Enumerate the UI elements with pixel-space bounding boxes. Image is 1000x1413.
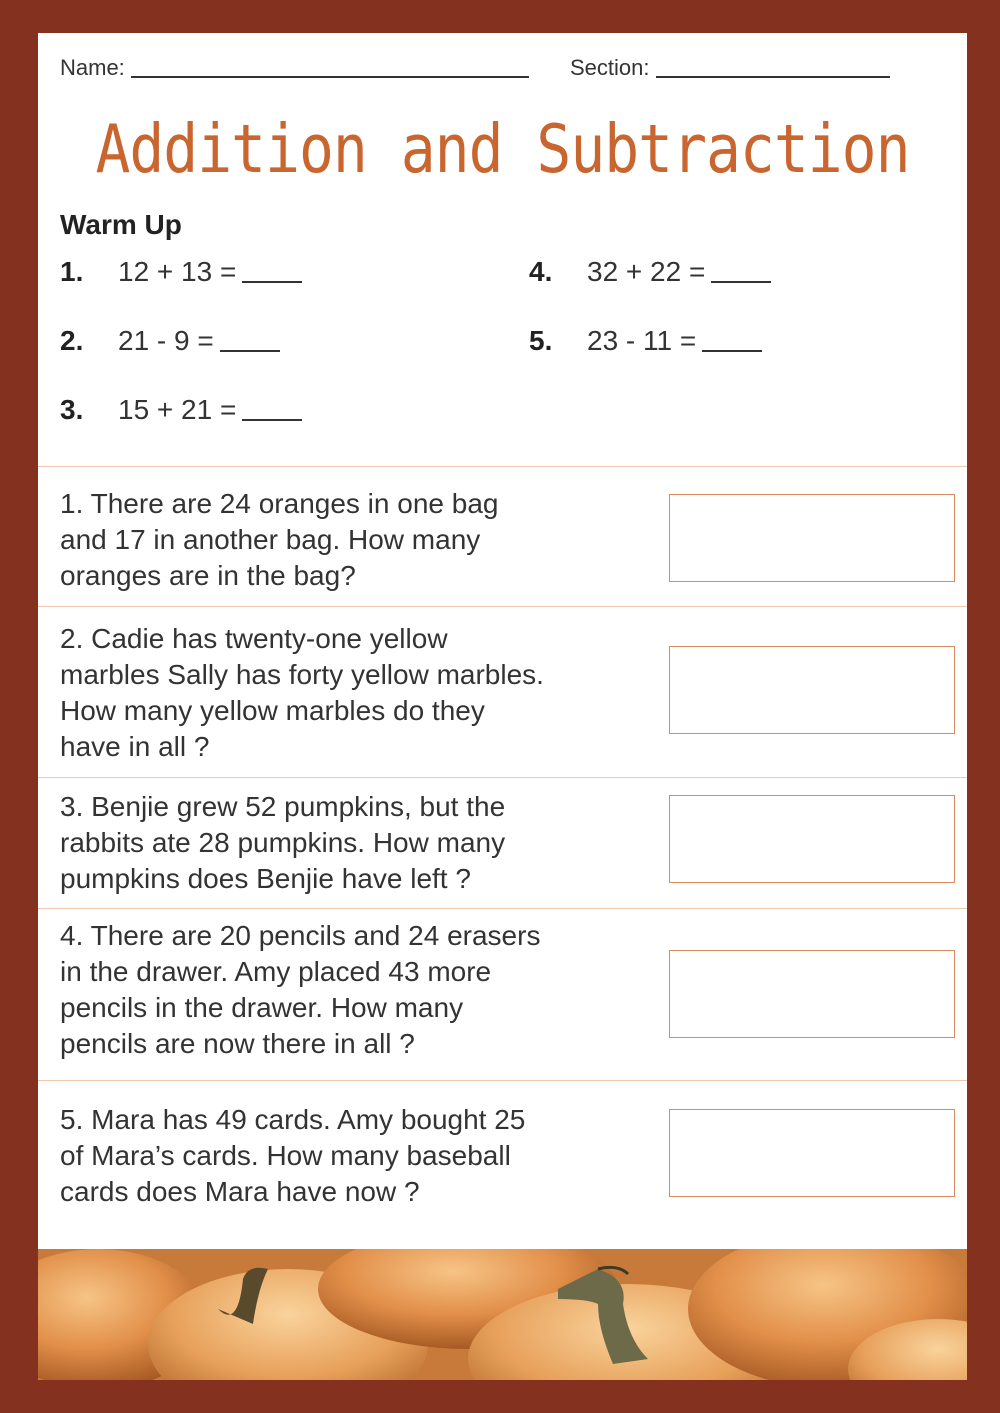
section-line[interactable] — [656, 58, 890, 78]
problem-line: marbles Sally has forty yellow marbles. — [60, 659, 544, 690]
answer-blank[interactable] — [702, 326, 762, 352]
problem-line: pencils are now there in all ? — [60, 1028, 415, 1059]
problem-line: of Mara’s cards. How many baseball — [60, 1140, 511, 1171]
section-label: Section: — [570, 55, 650, 80]
word-problem-1 — [60, 486, 630, 594]
problem-line: How many yellow marbles do they — [60, 695, 485, 726]
answer-blank[interactable] — [242, 257, 302, 283]
warm-up-item — [60, 394, 302, 426]
problem-line: 5. Mara has 49 cards. Amy bought 25 — [60, 1104, 526, 1135]
problem-line: 4. There are 20 pencils and 24 erasers — [60, 920, 541, 951]
section-field[interactable] — [570, 55, 890, 81]
pumpkin-photo-banner — [38, 1249, 967, 1380]
item-expression: 12 + 13 = — [118, 256, 237, 287]
warm-up-item — [60, 256, 302, 288]
problem-line: have in all ? — [60, 731, 210, 762]
problem-line: pumpkins does Benjie have left ? — [60, 863, 471, 894]
item-number: 1. — [60, 256, 84, 287]
item-number: 2. — [60, 325, 84, 356]
problem-line: cards does Mara have now ? — [60, 1176, 420, 1207]
problem-divider — [38, 777, 967, 778]
item-number: 4. — [529, 256, 553, 287]
warm-up-item — [529, 325, 762, 357]
word-problem-5 — [60, 1102, 630, 1210]
problem-line: 1. There are 24 oranges in one bag — [60, 488, 499, 519]
answer-box-2[interactable] — [669, 646, 955, 734]
item-expression: 21 - 9 = — [118, 325, 214, 356]
item-expression: 32 + 22 = — [587, 256, 706, 287]
answer-blank[interactable] — [711, 257, 771, 283]
name-label: Name: — [60, 55, 125, 80]
warm-up-heading: Warm Up — [60, 209, 182, 240]
problem-line: pencils in the drawer. How many — [60, 992, 464, 1023]
name-field[interactable] — [60, 55, 529, 81]
item-number: 5. — [529, 325, 553, 356]
answer-box-3[interactable] — [669, 795, 955, 883]
problem-divider — [38, 1080, 967, 1081]
warm-up-item — [529, 256, 771, 288]
answer-box-5[interactable] — [669, 1109, 955, 1197]
problem-line: and 17 in another bag. How many — [60, 524, 481, 555]
problem-line: in the drawer. Amy placed 43 more — [60, 956, 492, 987]
answer-box-1[interactable] — [669, 494, 955, 582]
answer-box-4[interactable] — [669, 950, 955, 1038]
answer-blank[interactable] — [242, 395, 302, 421]
problem-line: rabbits ate 28 pumpkins. How many — [60, 827, 506, 858]
word-problem-3 — [60, 789, 630, 897]
answer-blank[interactable] — [220, 326, 280, 352]
item-expression: 15 + 21 = — [118, 394, 237, 425]
section-divider — [38, 466, 967, 467]
word-problem-4 — [60, 918, 630, 1062]
page-title: Addition and Subtraction — [95, 109, 910, 189]
item-number: 3. — [60, 394, 84, 425]
word-problem-2 — [60, 621, 630, 765]
problem-line: 3. Benjie grew 52 pumpkins, but the — [60, 791, 506, 822]
problem-divider — [38, 606, 967, 607]
problem-divider — [38, 908, 967, 909]
item-expression: 23 - 11 = — [587, 325, 697, 356]
problem-line: oranges are in the bag? — [60, 560, 356, 591]
name-line[interactable] — [131, 58, 529, 78]
worksheet-page — [38, 33, 967, 1380]
pumpkins-image — [38, 1249, 967, 1380]
warm-up-item — [60, 325, 280, 357]
problem-line: 2. Cadie has twenty-one yellow — [60, 623, 448, 654]
